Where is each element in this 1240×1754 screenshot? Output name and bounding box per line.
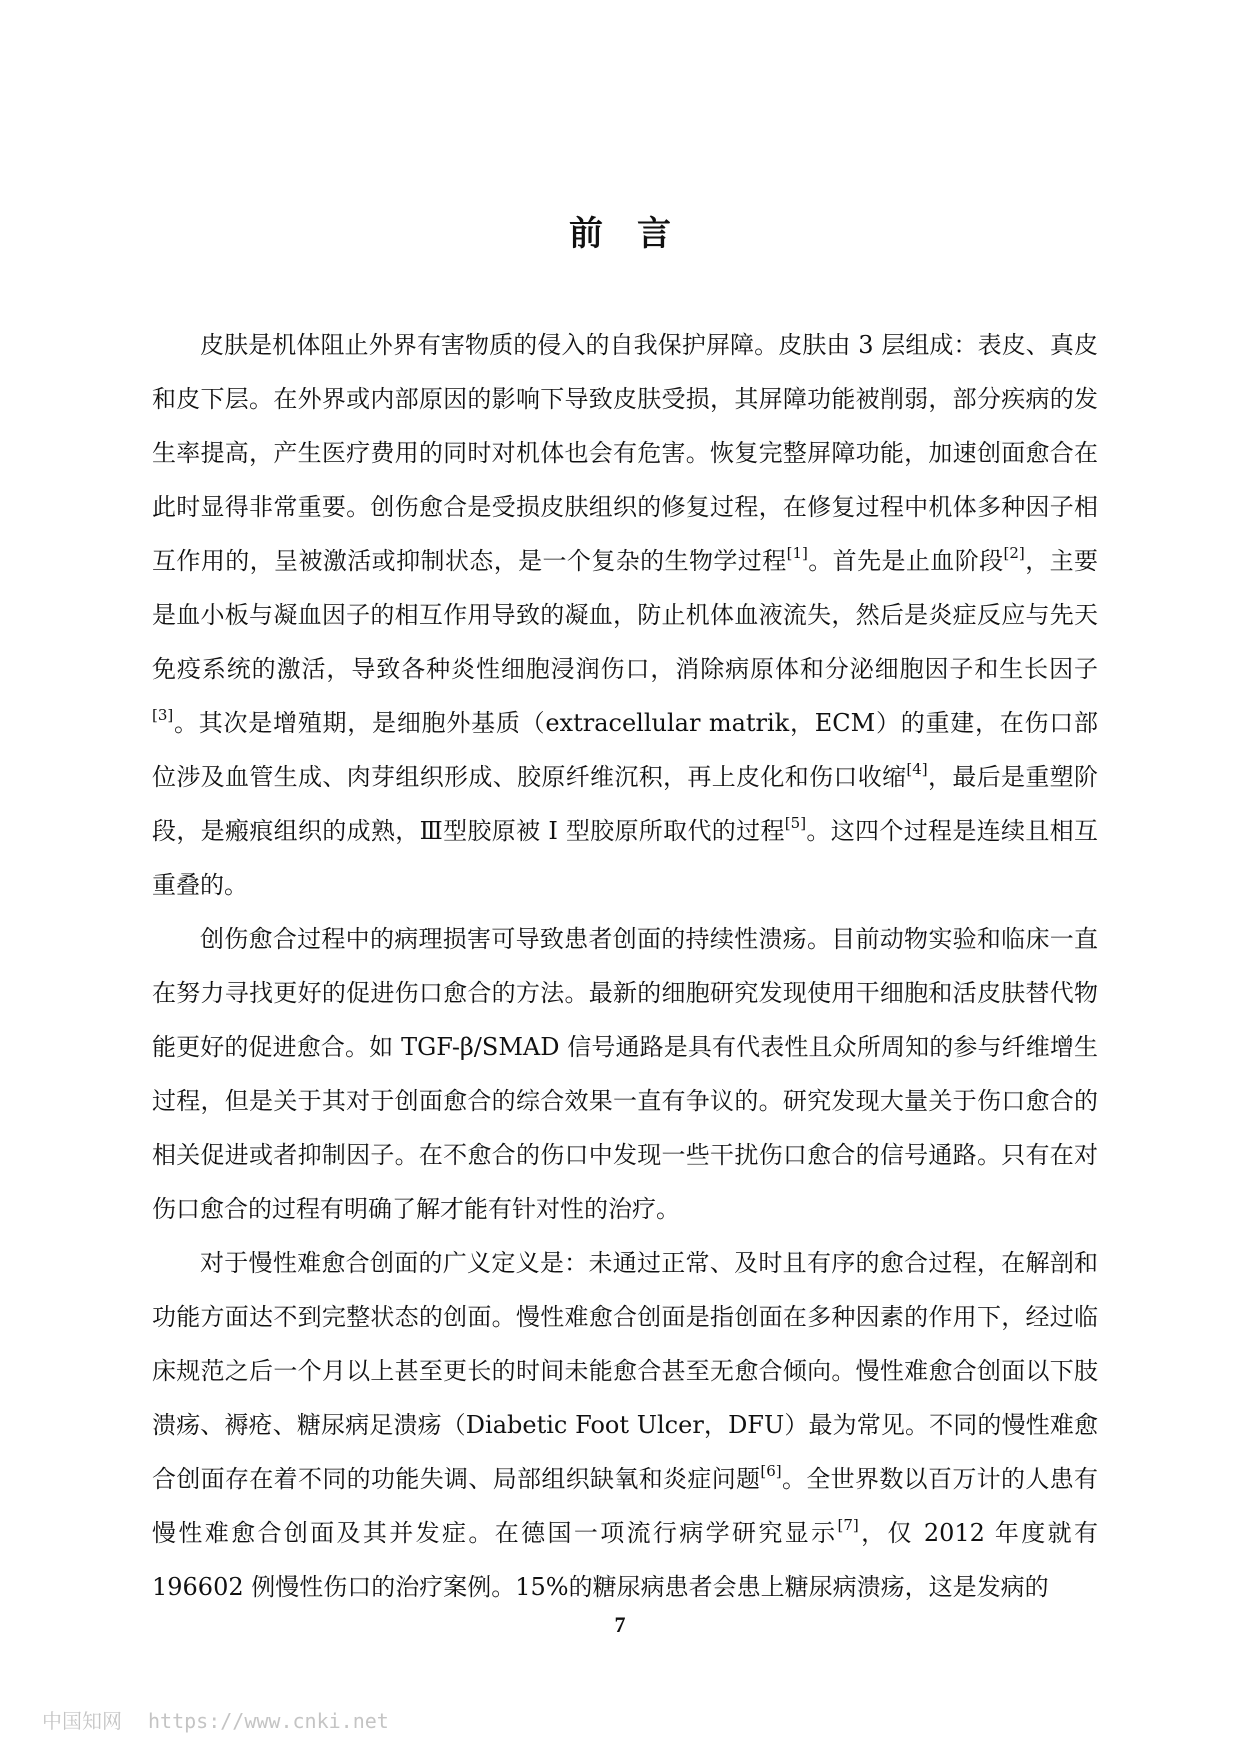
paragraph-text: 对于慢性难愈合创面的广义定义是：未通过正常、及时且有序的愈合过程，在解剖和功能方面达不到完整状态的创面。慢性难愈合创面是指创面在多种因素的作用下，经过临床规范之后一个月以上甚至更长的时间未能愈合甚至无愈合倾向。慢性难愈合创面以下肢溃疡、褥疮、糖尿病足溃疡（Diabetic Foot Ulcer，DFU）最为常见。不同的慢性难愈合创面存在着不同的功能失调、局部组织缺氧和炎症问题 bbox=[152, 1249, 1098, 1493]
paragraph-text: ，最后是重塑阶段，是瘢痕组织的成熟，Ⅲ型胶原被 I 型胶原所取代的过程 bbox=[152, 763, 1099, 845]
body-text bbox=[152, 318, 1098, 1614]
citation-marker: [7] bbox=[837, 1516, 859, 1534]
citation-marker: [1] bbox=[786, 544, 808, 562]
watermark-url: https://www.cnki.net bbox=[148, 1709, 389, 1733]
paragraph-text: ，主要是血小板与凝血因子的相互作用导致的凝血，防止机体血液流失，然后是炎症反应与先天免疫系统的激活，导致各种炎性细胞浸润伤口，消除病原体和分泌细胞因子和生长因子 bbox=[152, 547, 1099, 683]
paragraph-text: 。首先是止血阶段 bbox=[807, 547, 1004, 575]
paragraph-text: 。全世界数以百万计的人患有慢性难愈合创面及其并发症。在德国一项流行病学研究显示 bbox=[152, 1465, 1099, 1547]
paragraph bbox=[152, 318, 1098, 912]
citation-marker: [2] bbox=[1003, 544, 1025, 562]
paragraph-text: ，仅 2012 年度就有 196602 例慢性伤口的治疗案例。15%的糖尿病患者会患上糖尿病溃疡，这是发病的 bbox=[152, 1519, 1099, 1601]
citation-marker: [4] bbox=[906, 760, 928, 778]
watermark-brand: 中国知网 bbox=[42, 1709, 122, 1733]
paragraph-text: 皮肤是机体阻止外界有害物质的侵入的自我保护屏障。皮肤由 3 层组成：表皮、真皮和皮下层。在外界或内部原因的影响下导致皮肤受损，其屏障功能被削弱，部分疾病的发生率提高，产生医疗费用的同时对机体也会有危害。恢复完整屏障功能，加速创面愈合在此时显得非常重要。创伤愈合是受损皮肤组织的修复过程，在修复过程中机体多种因子相互作用的，呈被激活或抑制状态，是一个复杂的生物学过程 bbox=[152, 331, 1098, 575]
paragraph-text: 。其次是增殖期，是细胞外基质（extracellular matrik，ECM）的重建，在伤口部位涉及血管生成、肉芽组织形成、胶原纤维沉积，再上皮化和伤口收缩 bbox=[152, 709, 1098, 791]
paragraph-text: 创伤愈合过程中的病理损害可导致患者创面的持续性溃疡。目前动物实验和临床一直在努力寻找更好的促进伤口愈合的方法。最新的细胞研究发现使用干细胞和活皮肤替代物能更好的促进愈合。如 TGF-β/SMAD 信号通路是具有代表性且众所周知的参与纤维增生过程，但是关于其对于创面愈合的综合效果一直有争议的。研究发现大量关于伤口愈合的相关促进或者抑制因子。在不愈合的伤口中发现一些干扰伤口愈合的信号通路。只有在对伤口愈合的过程有明确了解才能有针对性的治疗。 bbox=[152, 925, 1098, 1223]
citation-marker: [5] bbox=[784, 814, 807, 832]
paragraph-text: 。这四个过程是连续且相互重叠的。 bbox=[152, 817, 1099, 899]
citation-marker: [6] bbox=[760, 1462, 782, 1480]
watermark bbox=[42, 1705, 415, 1734]
citation-marker: [3] bbox=[152, 706, 174, 724]
paragraph bbox=[152, 912, 1098, 1236]
page-title: 前言 bbox=[569, 214, 705, 254]
page-number: 7 bbox=[614, 1612, 626, 1637]
paragraph bbox=[152, 1236, 1098, 1614]
